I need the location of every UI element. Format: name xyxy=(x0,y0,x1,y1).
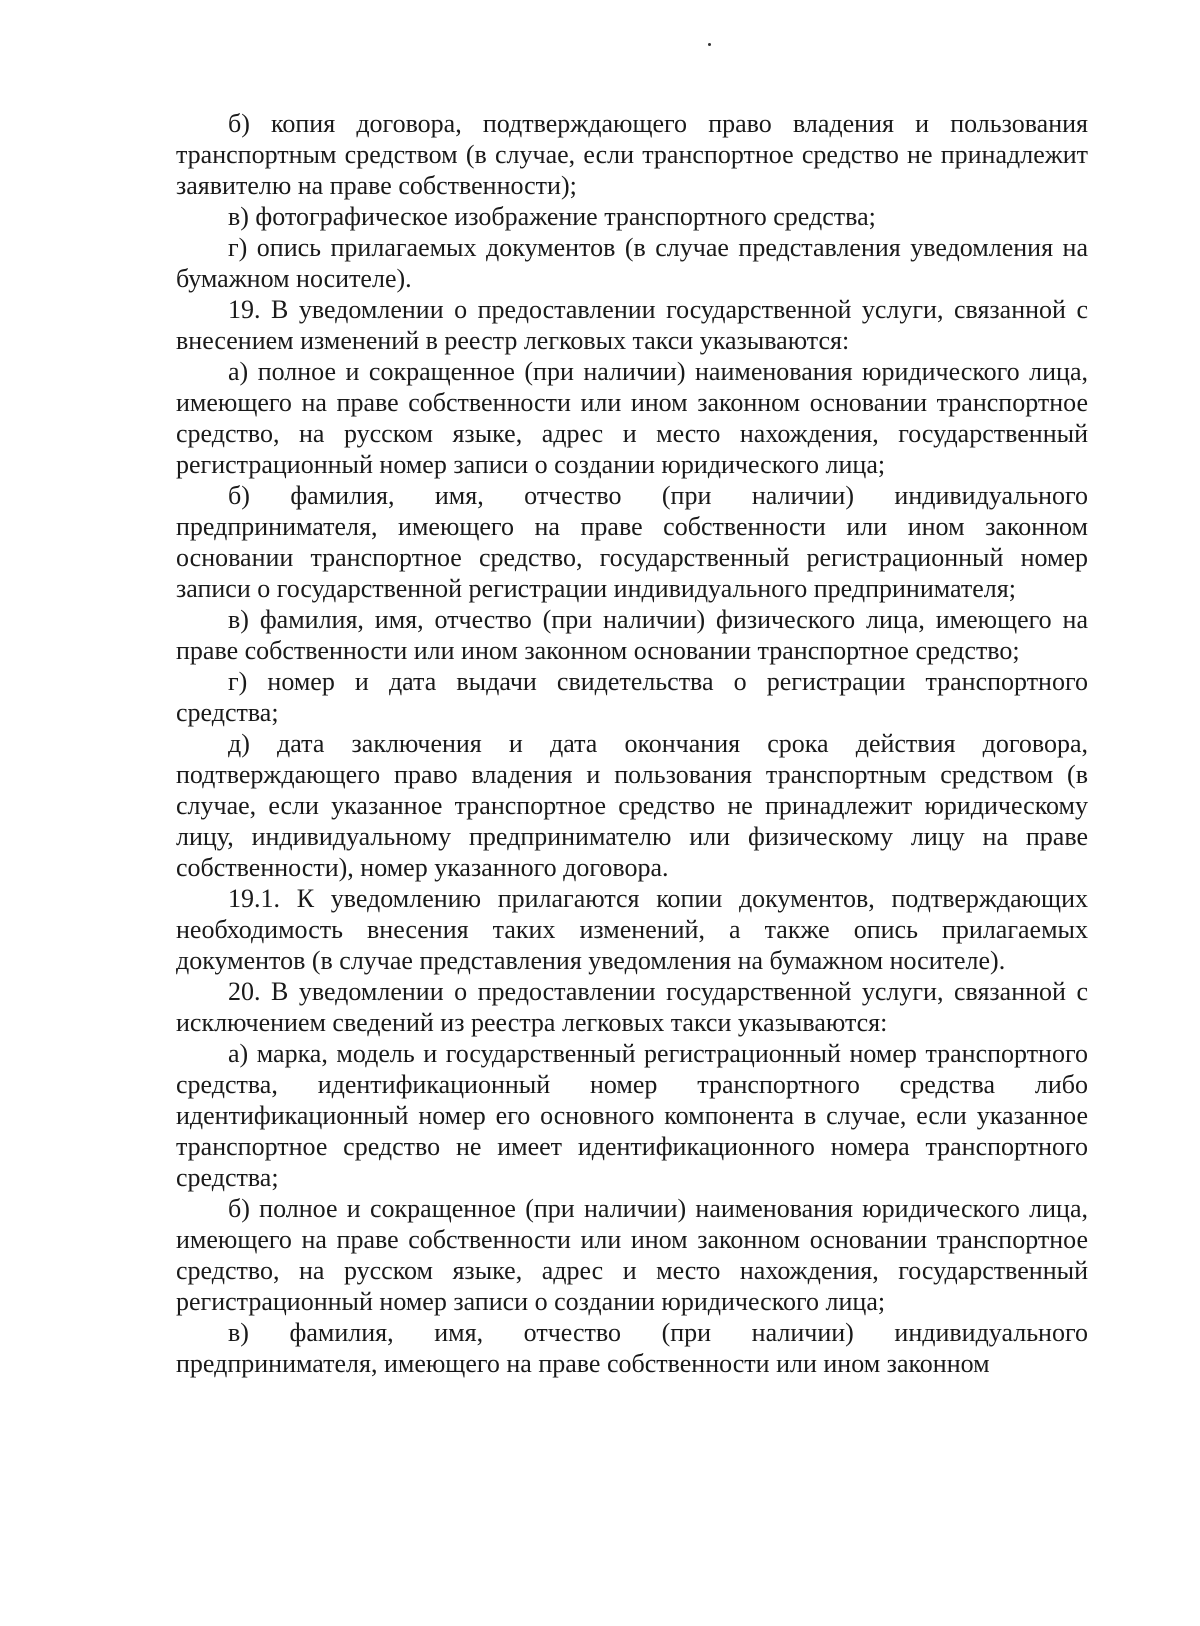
paragraph-20a-vehicle: а) марка, модель и государственный регистрационный номер транспортного средства, идентификационный номер транспортного средства либо идентификационный номер его основного компонента в случае, если указанное транспортное средство не имеет идентификационного номера транспортного средства; xyxy=(176,1039,1088,1192)
scan-dot-mark xyxy=(708,43,711,46)
paragraph-19e-contract-dates: д) дата заключения и дата окончания срока действия договора, подтверждающего право владения и пользования транспортным средством (в случае, если указанное транспортное средство не принадлежит юридическому лицу, индивидуальному предпринимателю или физическому лицу на праве собственности), номер указанного договора. xyxy=(176,729,1088,882)
paragraph-19a-legal-entity: а) полное и сокращенное (при наличии) наименования юридического лица, имеющего на праве собственности или ином законном основании транспортное средство, на русском языке, адрес и место нахождения, государственный регистрационный номер записи о создании юридического лица; xyxy=(176,357,1088,479)
paragraph-20b-legal-entity: б) полное и сокращенное (при наличии) наименования юридического лица, имеющего на праве собственности или ином законном основании транспортное средство, на русском языке, адрес и место нахождения, государственный регистрационный номер записи о создании юридического лица; xyxy=(176,1194,1088,1316)
paragraph-19-heading: 19. В уведомлении о предоставлении государственной услуги, связанной с внесением изменений в реестр легковых такси указываются: xyxy=(176,295,1088,355)
paragraph-19b-entrepreneur: б) фамилия, имя, отчество (при наличии) индивидуального предпринимателя, имеющего на праве собственности или ином законном основании транспортное средство, государственный регистрационный номер записи о государственной регистрации индивидуального предпринимателя; xyxy=(176,481,1088,603)
paragraph-20c-entrepreneur: в) фамилия, имя, отчество (при наличии) индивидуального предпринимателя, имеющего на праве собственности или ином законном xyxy=(176,1318,1088,1378)
paragraph-19c-individual: в) фамилия, имя, отчество (при наличии) физического лица, имеющего на праве собственности или ином законном основании транспортное средство; xyxy=(176,605,1088,665)
paragraph-19d-certificate: г) номер и дата выдачи свидетельства о регистрации транспортного средства; xyxy=(176,667,1088,727)
paragraph-1d-inventory: г) опись прилагаемых документов (в случае представления уведомления на бумажном носителе). xyxy=(176,233,1088,293)
document-body xyxy=(176,108,1088,1379)
paragraph-19-1-attachments: 19.1. К уведомлению прилагаются копии документов, подтверждающих необходимость внесения таких изменений, а также опись прилагаемых документов (в случае представления уведомления на бумажном носителе). xyxy=(176,884,1088,975)
paragraph-1b-contract-copy: б) копия договора, подтверждающего право владения и пользования транспортным средством (в случае, если транспортное средство не принадлежит заявителю на праве собственности); xyxy=(176,109,1088,200)
paragraph-1c-photo: в) фотографическое изображение транспортного средства; xyxy=(228,202,876,231)
paragraph-20-heading: 20. В уведомлении о предоставлении государственной услуги, связанной с исключением сведений из реестра легковых такси указываются: xyxy=(176,977,1088,1037)
